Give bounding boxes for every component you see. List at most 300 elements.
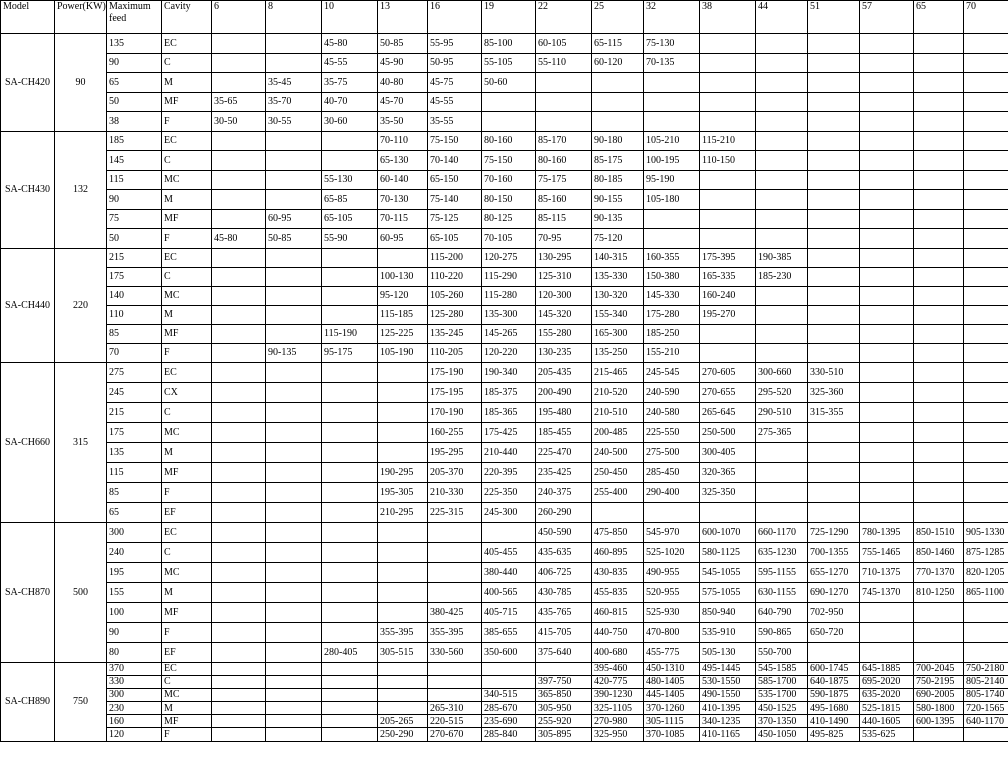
value-cell: 660-1170 (756, 522, 808, 542)
value-cell (428, 522, 482, 542)
value-cell (482, 522, 536, 542)
value-cell (378, 662, 428, 675)
header-size: 25 (592, 1, 644, 34)
value-cell: 65-115 (592, 34, 644, 54)
value-cell: 85-170 (536, 131, 592, 151)
value-cell: 135-250 (592, 343, 644, 362)
feed-cell: 90 (107, 622, 162, 642)
table-row (1, 382, 1008, 402)
model-cell: SA-CH440 (1, 248, 55, 362)
value-cell (808, 343, 860, 362)
value-cell (808, 34, 860, 54)
value-cell: 35-75 (322, 73, 378, 93)
value-cell: 40-70 (322, 92, 378, 112)
value-cell: 170-190 (428, 402, 482, 422)
value-cell: 225-315 (428, 502, 482, 522)
value-cell: 60-120 (592, 53, 644, 73)
value-cell: 275-500 (644, 442, 700, 462)
value-cell (322, 702, 378, 715)
value-cell: 260-290 (536, 502, 592, 522)
feed-cell: 80 (107, 642, 162, 662)
value-cell (914, 305, 964, 324)
value-cell (266, 442, 322, 462)
value-cell (914, 53, 964, 73)
table-body (1, 34, 1008, 742)
value-cell (860, 209, 914, 229)
value-cell (212, 582, 266, 602)
value-cell (212, 267, 266, 286)
value-cell (808, 131, 860, 151)
value-cell (964, 267, 1008, 286)
value-cell (266, 702, 322, 715)
value-cell: 135-330 (592, 267, 644, 286)
value-cell: 85-160 (536, 190, 592, 210)
value-cell: 440-750 (592, 622, 644, 642)
value-cell: 245-300 (482, 502, 536, 522)
cavity-cell: M (162, 73, 212, 93)
table-row (1, 462, 1008, 482)
value-cell (592, 502, 644, 522)
value-cell (914, 267, 964, 286)
value-cell: 535-625 (860, 728, 914, 741)
value-cell: 270-655 (700, 382, 756, 402)
value-cell (914, 502, 964, 522)
value-cell (860, 502, 914, 522)
cavity-cell: EF (162, 642, 212, 662)
value-cell: 185-250 (644, 324, 700, 343)
value-cell (700, 324, 756, 343)
value-cell (212, 642, 266, 662)
value-cell: 175-195 (428, 382, 482, 402)
table-row (1, 642, 1008, 662)
feed-cell: 38 (107, 112, 162, 132)
value-cell: 45-70 (378, 92, 428, 112)
value-cell (322, 382, 378, 402)
value-cell: 120-220 (482, 343, 536, 362)
value-cell: 205-435 (536, 362, 592, 382)
value-cell: 535-1700 (756, 688, 808, 701)
value-cell (860, 642, 914, 662)
value-cell (322, 522, 378, 542)
value-cell: 110-150 (700, 151, 756, 171)
value-cell: 380-425 (428, 602, 482, 622)
cavity-cell: MC (162, 170, 212, 190)
value-cell: 95-175 (322, 343, 378, 362)
value-cell (808, 151, 860, 171)
feed-cell: 300 (107, 522, 162, 542)
value-cell (860, 286, 914, 305)
cavity-cell: CX (162, 382, 212, 402)
value-cell (756, 482, 808, 502)
value-cell: 100-130 (378, 267, 428, 286)
value-cell: 185-375 (482, 382, 536, 402)
feed-cell: 115 (107, 170, 162, 190)
value-cell: 90-155 (592, 190, 644, 210)
value-cell (428, 662, 482, 675)
value-cell: 105-180 (644, 190, 700, 210)
table-row (1, 715, 1008, 728)
value-cell: 225-350 (482, 482, 536, 502)
cavity-cell: M (162, 305, 212, 324)
value-cell (482, 112, 536, 132)
table-row (1, 131, 1008, 151)
value-cell (964, 343, 1008, 362)
value-cell: 635-2020 (860, 688, 914, 701)
value-cell: 135-245 (428, 324, 482, 343)
value-cell (860, 151, 914, 171)
value-cell (808, 190, 860, 210)
value-cell: 435-635 (536, 542, 592, 562)
value-cell: 250-450 (592, 462, 644, 482)
value-cell (212, 402, 266, 422)
value-cell: 125-225 (378, 324, 428, 343)
feed-cell: 65 (107, 502, 162, 522)
power-cell: 132 (55, 131, 107, 248)
feed-cell: 370 (107, 662, 162, 675)
value-cell: 905-1330 (964, 522, 1008, 542)
value-cell: 195-480 (536, 402, 592, 422)
value-cell: 60-105 (536, 34, 592, 54)
value-cell (808, 209, 860, 229)
value-cell: 30-50 (212, 112, 266, 132)
cavity-cell: MF (162, 209, 212, 229)
value-cell: 50-85 (266, 229, 322, 249)
value-cell: 240-500 (592, 442, 644, 462)
value-cell (914, 622, 964, 642)
value-cell: 220-395 (482, 462, 536, 482)
value-cell (266, 482, 322, 502)
value-cell: 205-370 (428, 462, 482, 482)
value-cell: 600-1745 (808, 662, 860, 675)
feed-cell: 100 (107, 602, 162, 622)
value-cell (700, 502, 756, 522)
value-cell: 55-130 (322, 170, 378, 190)
value-cell: 80-185 (592, 170, 644, 190)
value-cell (266, 248, 322, 267)
value-cell: 455-835 (592, 582, 644, 602)
value-cell: 60-95 (378, 229, 428, 249)
cavity-cell: M (162, 442, 212, 462)
value-cell (756, 170, 808, 190)
value-cell: 750-2195 (914, 675, 964, 688)
value-cell: 330-510 (808, 362, 860, 382)
value-cell (914, 343, 964, 362)
table-row (1, 602, 1008, 622)
value-cell (700, 53, 756, 73)
value-cell (212, 209, 266, 229)
value-cell (322, 305, 378, 324)
table-row (1, 92, 1008, 112)
value-cell: 720-1565 (964, 702, 1008, 715)
value-cell (212, 324, 266, 343)
cavity-cell: MF (162, 715, 212, 728)
value-cell (756, 92, 808, 112)
value-cell: 405-715 (482, 602, 536, 622)
power-cell: 315 (55, 362, 107, 522)
value-cell (428, 688, 482, 701)
value-cell (808, 170, 860, 190)
value-cell: 205-265 (378, 715, 428, 728)
value-cell (860, 362, 914, 382)
value-cell (964, 502, 1008, 522)
value-cell (266, 502, 322, 522)
value-cell (860, 267, 914, 286)
value-cell (266, 190, 322, 210)
value-cell (860, 229, 914, 249)
feed-cell: 50 (107, 92, 162, 112)
header-size: 8 (266, 1, 322, 34)
value-cell: 270-980 (592, 715, 644, 728)
value-cell (808, 53, 860, 73)
value-cell (808, 502, 860, 522)
value-cell (266, 34, 322, 54)
value-cell: 50-85 (378, 34, 428, 54)
table-row (1, 582, 1008, 602)
value-cell (964, 229, 1008, 249)
value-cell: 640-1875 (808, 675, 860, 688)
value-cell: 655-1270 (808, 562, 860, 582)
model-cell: SA-CH660 (1, 362, 55, 522)
value-cell: 35-70 (266, 92, 322, 112)
value-cell: 580-1125 (700, 542, 756, 562)
value-cell: 406-725 (536, 562, 592, 582)
value-cell: 365-850 (536, 688, 592, 701)
value-cell: 145-265 (482, 324, 536, 343)
value-cell: 35-65 (212, 92, 266, 112)
value-cell: 850-1510 (914, 522, 964, 542)
value-cell: 450-1525 (756, 702, 808, 715)
feed-cell: 155 (107, 582, 162, 602)
value-cell (860, 112, 914, 132)
value-cell: 110-220 (428, 267, 482, 286)
value-cell (860, 442, 914, 462)
value-cell: 450-1050 (756, 728, 808, 741)
cavity-cell: EC (162, 662, 212, 675)
value-cell: 320-365 (700, 462, 756, 482)
value-cell: 155-280 (536, 324, 592, 343)
value-cell: 285-840 (482, 728, 536, 741)
value-cell (266, 688, 322, 701)
value-cell: 105-210 (644, 131, 700, 151)
value-cell: 525-1020 (644, 542, 700, 562)
header-size: 70 (964, 1, 1008, 34)
cavity-cell: EC (162, 362, 212, 382)
value-cell: 210-440 (482, 442, 536, 462)
value-cell: 185-455 (536, 422, 592, 442)
value-cell: 75-125 (428, 209, 482, 229)
value-cell (756, 190, 808, 210)
value-cell (266, 267, 322, 286)
value-cell (808, 286, 860, 305)
value-cell (914, 229, 964, 249)
value-cell (212, 522, 266, 542)
value-cell: 155-340 (592, 305, 644, 324)
value-cell (322, 482, 378, 502)
value-cell: 300-405 (700, 442, 756, 462)
value-cell (756, 131, 808, 151)
value-cell: 75-175 (536, 170, 592, 190)
value-cell: 235-690 (482, 715, 536, 728)
value-cell (322, 442, 378, 462)
header-size: 51 (808, 1, 860, 34)
value-cell (756, 73, 808, 93)
table-row (1, 362, 1008, 382)
table-row (1, 442, 1008, 462)
feed-cell: 135 (107, 442, 162, 462)
value-cell (756, 34, 808, 54)
value-cell: 115-210 (700, 131, 756, 151)
cavity-cell: F (162, 728, 212, 741)
value-cell: 40-80 (378, 73, 428, 93)
value-cell: 55-105 (482, 53, 536, 73)
value-cell (914, 131, 964, 151)
value-cell (914, 34, 964, 54)
value-cell: 45-75 (428, 73, 482, 93)
value-cell (964, 190, 1008, 210)
value-cell: 245-545 (644, 362, 700, 382)
value-cell (322, 502, 378, 522)
value-cell: 405-455 (482, 542, 536, 562)
feed-cell: 115 (107, 462, 162, 482)
value-cell (212, 422, 266, 442)
value-cell: 820-1205 (964, 562, 1008, 582)
value-cell: 70-160 (482, 170, 536, 190)
value-cell: 375-640 (536, 642, 592, 662)
table-row (1, 522, 1008, 542)
table-row (1, 542, 1008, 562)
value-cell: 55-95 (428, 34, 482, 54)
value-cell: 65-85 (322, 190, 378, 210)
cavity-cell: MC (162, 422, 212, 442)
feed-cell: 245 (107, 382, 162, 402)
value-cell (378, 602, 428, 622)
value-cell (266, 324, 322, 343)
table-row (1, 622, 1008, 642)
value-cell (914, 362, 964, 382)
value-cell: 100-195 (644, 151, 700, 171)
value-cell: 175-395 (700, 248, 756, 267)
value-cell (914, 642, 964, 662)
value-cell (482, 92, 536, 112)
value-cell (212, 248, 266, 267)
feed-cell: 135 (107, 34, 162, 54)
value-cell (212, 715, 266, 728)
value-cell: 325-350 (700, 482, 756, 502)
cavity-cell: MC (162, 286, 212, 305)
value-cell: 115-200 (428, 248, 482, 267)
value-cell: 590-1875 (808, 688, 860, 701)
value-cell (914, 442, 964, 462)
value-cell (860, 402, 914, 422)
value-cell (212, 362, 266, 382)
value-cell (914, 248, 964, 267)
value-cell: 490-955 (644, 562, 700, 582)
value-cell (700, 34, 756, 54)
value-cell (756, 462, 808, 482)
value-cell (914, 286, 964, 305)
value-cell: 90-135 (592, 209, 644, 229)
value-cell (964, 482, 1008, 502)
value-cell (212, 151, 266, 171)
table-row (1, 324, 1008, 343)
model-cell: SA-CH890 (1, 662, 55, 741)
cavity-cell: MC (162, 562, 212, 582)
value-cell (964, 382, 1008, 402)
feed-cell: 70 (107, 343, 162, 362)
value-cell (808, 305, 860, 324)
value-cell (378, 702, 428, 715)
value-cell: 45-80 (322, 34, 378, 54)
value-cell: 75-140 (428, 190, 482, 210)
value-cell (964, 442, 1008, 462)
table-row (1, 53, 1008, 73)
value-cell: 45-55 (428, 92, 482, 112)
value-cell (212, 728, 266, 741)
value-cell: 150-380 (644, 267, 700, 286)
value-cell: 380-440 (482, 562, 536, 582)
value-cell (964, 209, 1008, 229)
value-cell (428, 675, 482, 688)
value-cell: 115-185 (378, 305, 428, 324)
header-model: Model (1, 1, 55, 34)
cavity-cell: MF (162, 92, 212, 112)
value-cell: 55-90 (322, 229, 378, 249)
value-cell: 130-235 (536, 343, 592, 362)
value-cell (644, 112, 700, 132)
value-cell (592, 92, 644, 112)
value-cell (212, 305, 266, 324)
value-cell (212, 170, 266, 190)
table-row (1, 305, 1008, 324)
value-cell (860, 190, 914, 210)
value-cell: 475-850 (592, 522, 644, 542)
value-cell: 165-300 (592, 324, 644, 343)
value-cell (914, 73, 964, 93)
value-cell (860, 34, 914, 54)
value-cell (592, 112, 644, 132)
value-cell: 745-1370 (860, 582, 914, 602)
value-cell (266, 642, 322, 662)
value-cell (700, 170, 756, 190)
value-cell (914, 92, 964, 112)
value-cell: 690-1270 (808, 582, 860, 602)
value-cell (212, 190, 266, 210)
model-cell: SA-CH430 (1, 131, 55, 248)
value-cell: 115-280 (482, 286, 536, 305)
value-cell (378, 688, 428, 701)
value-cell: 55-110 (536, 53, 592, 73)
value-cell (808, 112, 860, 132)
value-cell (808, 92, 860, 112)
cavity-cell: F (162, 482, 212, 502)
feed-cell: 330 (107, 675, 162, 688)
value-cell: 285-450 (644, 462, 700, 482)
value-cell (212, 622, 266, 642)
value-cell (536, 662, 592, 675)
value-cell: 780-1395 (860, 522, 914, 542)
value-cell: 265-310 (428, 702, 482, 715)
table-row (1, 662, 1008, 675)
value-cell: 810-1250 (914, 582, 964, 602)
cavity-cell: F (162, 622, 212, 642)
value-cell (756, 151, 808, 171)
header-size: 38 (700, 1, 756, 34)
value-cell: 135-300 (482, 305, 536, 324)
value-cell (212, 462, 266, 482)
value-cell: 640-1170 (964, 715, 1008, 728)
value-cell (212, 675, 266, 688)
value-cell (212, 702, 266, 715)
